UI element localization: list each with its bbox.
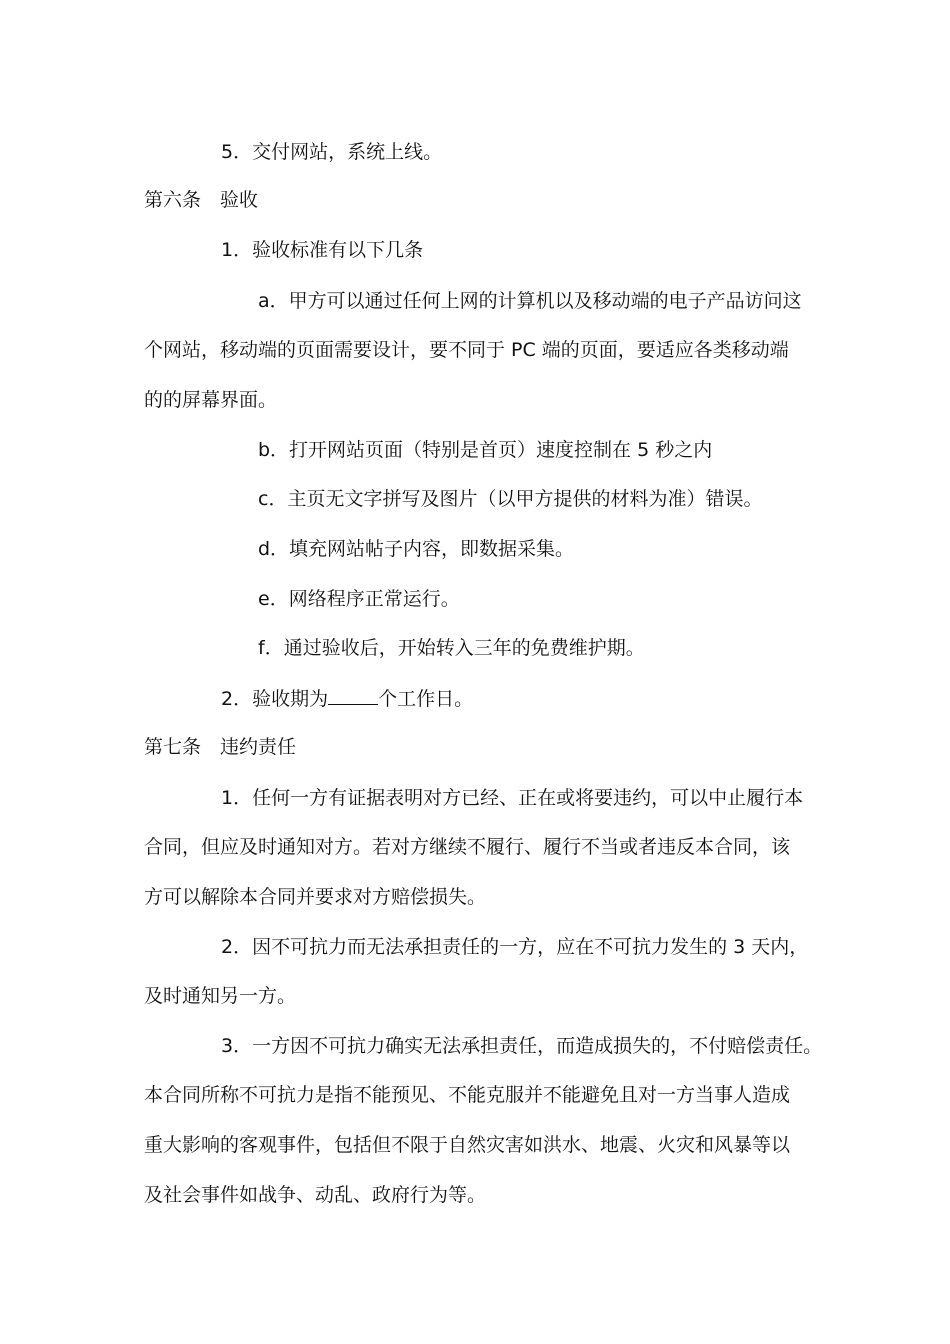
acceptance-period-suffix: 个工作日。 (378, 688, 474, 710)
standard-f: f．通过验收后，开始转入三年的免费维护期。 (258, 637, 645, 659)
liability-3-line-2: 本合同所称不可抗力是指不能预见、不能克服并不能避免且对一方当事人造成 (144, 1084, 791, 1106)
standard-a-line-1: a．甲方可以通过任何上网的计算机以及移动端的电子产品访问这 (258, 290, 802, 312)
item-5-delivery: 5．交付网站，系统上线。 (221, 141, 443, 163)
liability-1-line-2: 合同，但应及时通知对方。若对方继续不履行、履行不当或者违反本合同，该 (144, 836, 791, 858)
standard-a-line-3: 的的屏幕界面。 (144, 389, 278, 411)
liability-3-line-4: 及社会事件如战争、动乱、政府行为等。 (144, 1184, 487, 1206)
standard-d: d．填充网站帖子内容，即数据采集。 (258, 538, 575, 560)
article-6-heading: 第六条 验收 (144, 189, 259, 211)
standard-c: c．主页无文字拼写及图片（以甲方提供的材料为准）错误。 (258, 488, 763, 510)
liability-3-line-1: 3．一方因不可抗力确实无法承担责任，而造成损失的，不付赔偿责任。 (221, 1035, 823, 1057)
acceptance-period (221, 686, 473, 711)
liability-2-line-1: 2．因不可抗力而无法承担责任的一方，应在不可抗力发生的 3 天内， (221, 936, 809, 958)
acceptance-period-prefix: 2．验收期为 (221, 688, 329, 710)
liability-2-line-2: 及时通知另一方。 (144, 985, 297, 1007)
article-7-heading: 第七条 违约责任 (144, 736, 297, 758)
standard-a-line-2: 个网站，移动端的页面需要设计，要不同于 PC 端的页面，要适应各类移动端 (144, 339, 789, 361)
standard-b: b．打开网站页面（特别是首页）速度控制在 5 秒之内 (258, 439, 713, 461)
standard-e: e．网络程序正常运行。 (258, 588, 460, 610)
acceptance-period-blank (328, 686, 378, 705)
liability-1-line-3: 方可以解除本合同并要求对方赔偿损失。 (144, 886, 487, 908)
liability-3-line-3: 重大影响的客观事件，包括但不限于自然灾害如洪水、地震、火灾和风暴等以 (144, 1134, 791, 1156)
liability-1-line-1: 1．任何一方有证据表明对方已经、正在或将要违约，可以中止履行本 (221, 787, 804, 809)
acceptance-standards-title: 1．验收标准有以下几条 (221, 239, 424, 261)
